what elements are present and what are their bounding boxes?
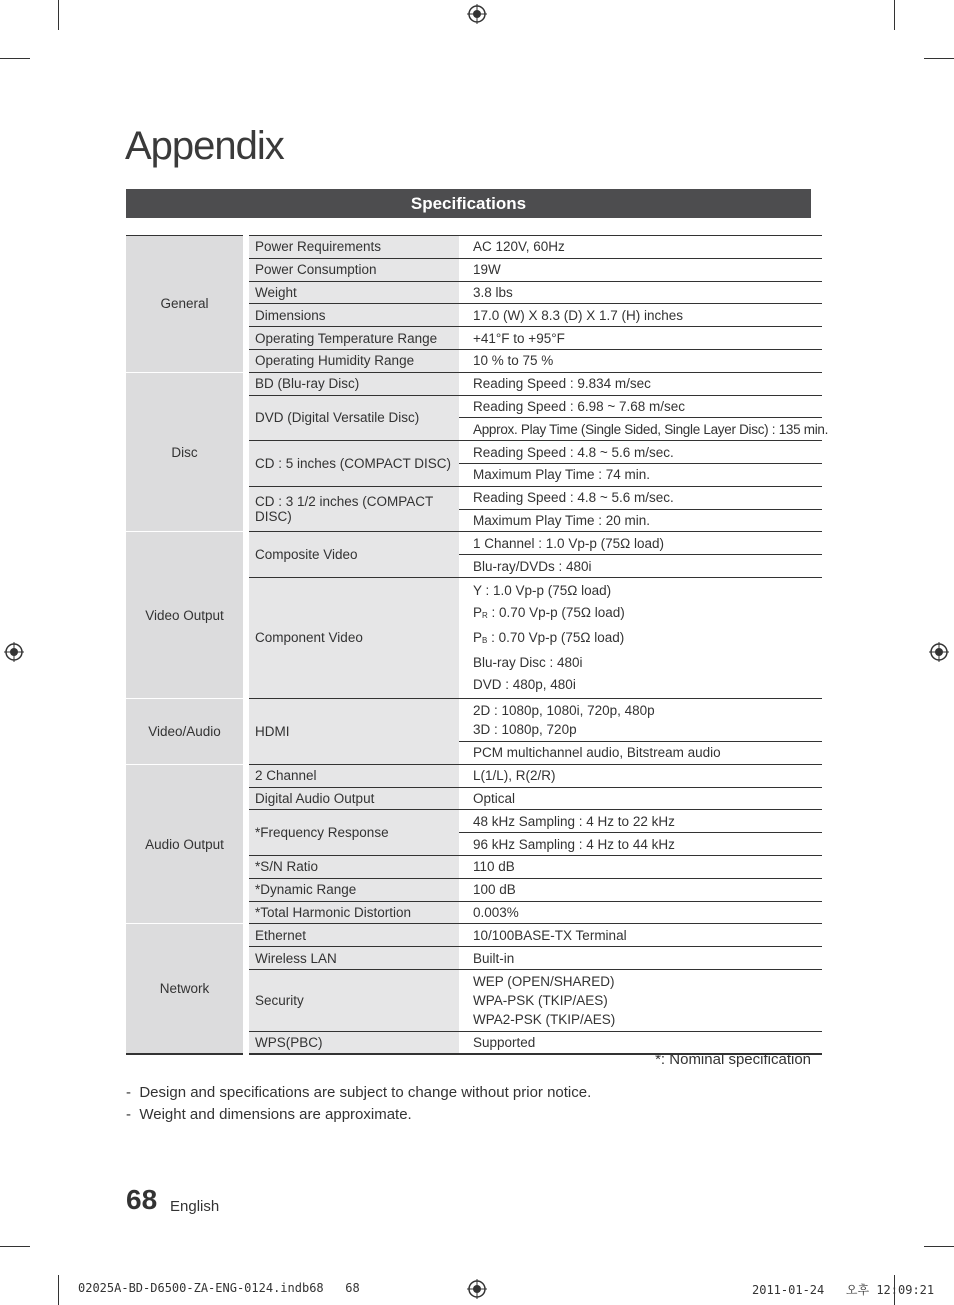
section-banner: Specifications [126, 189, 811, 218]
spec-value: 100 dB [459, 878, 822, 901]
specifications-table [126, 235, 829, 1055]
spec-item: Digital Audio Output [246, 787, 459, 810]
spec-item: 2 Channel [246, 764, 459, 787]
note-item: - Weight and dimensions are approximate. [126, 1104, 591, 1126]
spec-item: BD (Blu-ray Disc) [246, 372, 459, 395]
spec-value-security [459, 969, 822, 1031]
note-item: - Design and specifications are subject to change without prior notice. [126, 1082, 591, 1104]
spec-value: 48 kHz Sampling : 4 Hz to 22 kHz [459, 810, 822, 833]
spec-value: Blu-ray/DVDs : 480i [459, 555, 822, 578]
category-disc: Disc [126, 372, 246, 532]
category-general: General [126, 236, 246, 373]
spec-item: Composite Video [246, 532, 459, 578]
table-row [126, 372, 822, 395]
registration-mark-icon [929, 642, 949, 662]
pr-value: : 0.70 Vp-p (75Ω load) [487, 604, 625, 620]
spec-value-component [459, 577, 822, 698]
footnote: *: Nominal specification [655, 1051, 811, 1068]
spec-value: Optical [459, 787, 822, 810]
security-wep: WEP (OPEN/SHARED) [473, 973, 615, 989]
spec-item: Power Requirements [246, 236, 459, 259]
security-wpa2: WPA2-PSK (TKIP/AES) [473, 1011, 616, 1027]
spec-value-hdmi [459, 698, 822, 741]
spec-value: Approx. Play Time (Single Sided, Single Layer Disc) : 135 min. [459, 418, 822, 441]
spec-item: HDMI [246, 698, 459, 764]
spec-value: Reading Speed : 4.8 ~ 5.6 m/sec. [459, 486, 822, 509]
print-file-info: 02025A-BD-D6500-ZA-ENG-0124.indb68 68 [78, 1281, 360, 1295]
page-number: 68 [126, 1184, 158, 1215]
spec-item: *Frequency Response [246, 810, 459, 856]
spec-item: DVD (Digital Versatile Disc) [246, 395, 459, 441]
spec-item: Operating Temperature Range [246, 327, 459, 350]
component-y: Y : 1.0 Vp-p (75Ω load) [473, 582, 612, 598]
spec-value: +41°F to +95°F [459, 327, 822, 350]
spec-item: Security [246, 969, 459, 1031]
spec-value: 10/100BASE-TX Terminal [459, 924, 822, 947]
component-pb [473, 627, 816, 652]
spec-value: 10 % to 75 % [459, 349, 822, 372]
spec-value: Reading Speed : 4.8 ~ 5.6 m/sec. [459, 441, 822, 464]
pr-prefix: P [473, 604, 483, 620]
hdmi-3d: 3D : 1080p, 720p [473, 721, 577, 737]
registration-mark-icon [4, 642, 24, 662]
spec-value: 17.0 (W) X 8.3 (D) X 1.7 (H) inches [459, 304, 822, 327]
table-row [126, 236, 822, 259]
spec-item: Component Video [246, 577, 459, 698]
pb-value: : 0.70 Vp-p (75Ω load) [487, 629, 625, 645]
pb-sub: B [482, 635, 488, 645]
component-pr [473, 602, 816, 627]
spec-value: Reading Speed : 9.834 m/sec [459, 372, 822, 395]
security-wpa: WPA-PSK (TKIP/AES) [473, 992, 608, 1008]
spec-value: Maximum Play Time : 74 min. [459, 463, 822, 486]
spec-item: CD : 5 inches (COMPACT DISC) [246, 441, 459, 487]
crop-mark [924, 58, 954, 59]
spec-item: Weight [246, 281, 459, 304]
spec-value: Maximum Play Time : 20 min. [459, 509, 822, 532]
crop-mark [0, 1246, 30, 1247]
crop-mark [924, 1246, 954, 1247]
category-video-audio: Video/Audio [126, 698, 246, 764]
component-bd: Blu-ray Disc : 480i [473, 654, 583, 670]
crop-mark [58, 0, 59, 30]
spec-value: 96 kHz Sampling : 4 Hz to 44 kHz [459, 833, 822, 856]
spec-item: Power Consumption [246, 258, 459, 281]
page-language: English [170, 1198, 220, 1215]
component-dvd: DVD : 480p, 480i [473, 676, 576, 692]
crop-mark [0, 58, 30, 59]
spec-value: 1 Channel : 1.0 Vp-p (75Ω load) [459, 532, 822, 555]
print-date-info: 2011-01-24 오후 12:09:21 [752, 1283, 935, 1297]
spec-value: 0.003% [459, 901, 822, 924]
spec-item: Operating Humidity Range [246, 349, 459, 372]
category-video-output: Video Output [126, 532, 246, 699]
page-title: Appendix [125, 124, 284, 168]
hdmi-2d: 2D : 1080p, 1080i, 720p, 480p [473, 702, 655, 718]
table-row [126, 764, 822, 787]
registration-mark-icon [467, 1279, 487, 1299]
spec-item: *Dynamic Range [246, 878, 459, 901]
crop-mark [894, 0, 895, 30]
table-row [126, 924, 822, 947]
spec-value: L(1/L), R(2/R) [459, 764, 822, 787]
pb-prefix: P [473, 629, 483, 645]
pr-sub: R [482, 610, 488, 620]
spec-item: CD : 3 1/2 inches (COMPACT DISC) [246, 486, 459, 532]
notes-list [126, 1082, 591, 1126]
spec-value: 110 dB [459, 855, 822, 878]
spec-item: Dimensions [246, 304, 459, 327]
crop-mark [58, 1275, 59, 1305]
spec-value: AC 120V, 60Hz [459, 236, 822, 259]
registration-mark-icon [467, 4, 487, 24]
spec-item: WPS(PBC) [246, 1031, 459, 1054]
spec-value: 19W [459, 258, 822, 281]
spec-item: *Total Harmonic Distortion [246, 901, 459, 924]
spec-value: Reading Speed : 6.98 ~ 7.68 m/sec [459, 395, 822, 418]
spec-item: Ethernet [246, 924, 459, 947]
category-network: Network [126, 924, 246, 1054]
category-audio-output: Audio Output [126, 764, 246, 924]
table-row [126, 532, 822, 555]
spec-item: *S/N Ratio [246, 855, 459, 878]
table-row [126, 698, 822, 741]
spec-value: Built-in [459, 947, 822, 970]
spec-value: PCM multichannel audio, Bitstream audio [459, 741, 822, 764]
spec-value: 3.8 lbs [459, 281, 822, 304]
spec-value: Supported [473, 1035, 536, 1051]
spec-item: Wireless LAN [246, 947, 459, 970]
